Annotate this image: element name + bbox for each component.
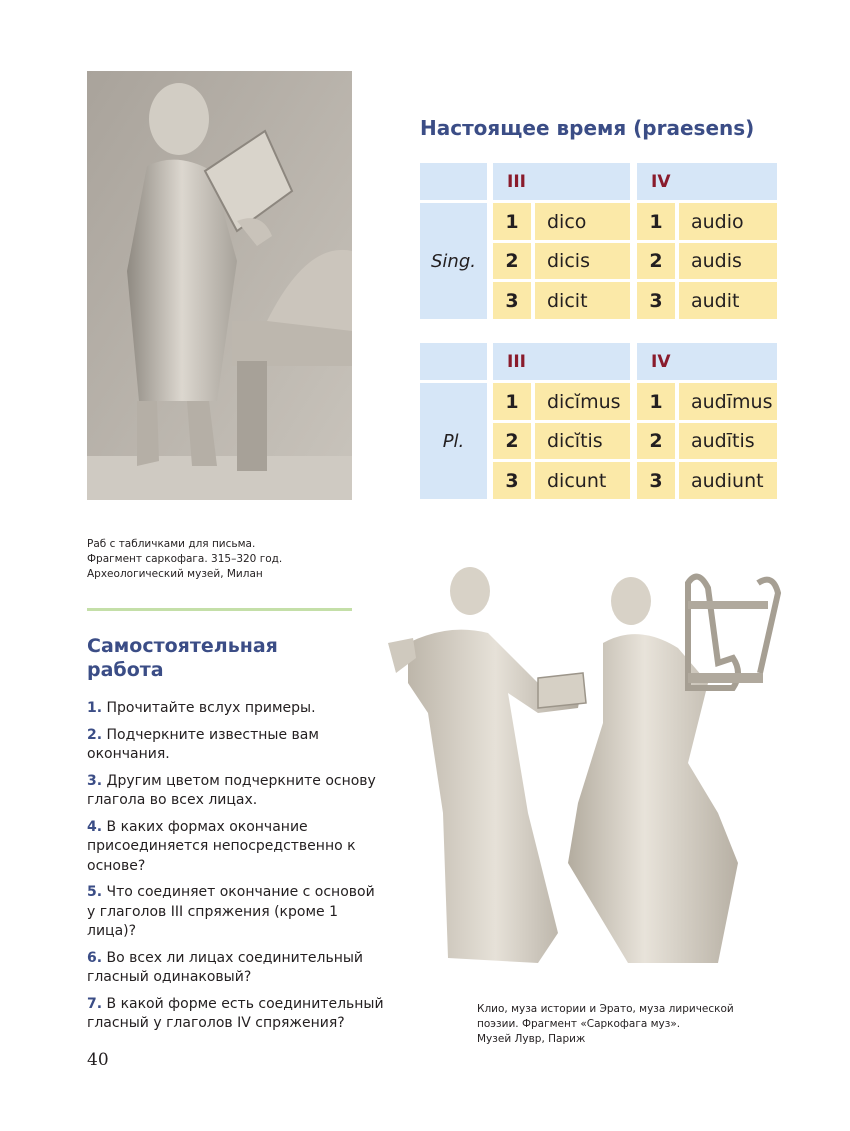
relief-photo-slave	[87, 71, 352, 500]
verb-form: dicĭtis	[535, 423, 630, 459]
task-number: 3.	[87, 772, 103, 789]
person-number: 1	[637, 383, 675, 420]
person-number: 3	[637, 462, 675, 499]
person-number: 2	[493, 423, 531, 459]
person-label: Pl.	[420, 383, 487, 499]
task-text: В каких формах окончание присоединяется непосредственно к основе?	[87, 818, 356, 874]
verb-form: dicĭmus	[535, 383, 630, 420]
task-number: 6.	[87, 949, 103, 966]
task-text: Прочитайте вслух примеры.	[106, 700, 316, 716]
person-number: 2	[493, 243, 531, 279]
caption-line: поэзии. Фрагмент «Саркофага муз».	[477, 1018, 681, 1030]
task-item	[87, 818, 387, 877]
person-number: 1	[493, 203, 531, 240]
task-item	[87, 699, 387, 719]
verb-form: audit	[679, 282, 777, 319]
verb-form: dicis	[535, 243, 630, 279]
caption-line: Музей Лувр, Париж	[477, 1033, 586, 1045]
section-divider	[87, 608, 352, 611]
task-item	[87, 772, 387, 811]
verb-form: audīmus	[679, 383, 777, 420]
task-number: 4.	[87, 818, 103, 835]
verb-form: audis	[679, 243, 777, 279]
task-text: Подчеркните известные вам окончания.	[87, 726, 319, 762]
group-header: III	[493, 163, 630, 200]
group-header: IV	[637, 163, 777, 200]
person-number: 3	[637, 282, 675, 319]
task-item	[87, 883, 387, 942]
task-text: Что соединяет окончание с основой у глаголов III спряжения (кроме 1 лица)?	[87, 884, 375, 939]
person-number: 1	[637, 203, 675, 240]
person-number: 2	[637, 243, 675, 279]
person-number: 3	[493, 282, 531, 319]
group-header: III	[493, 343, 630, 380]
verb-form: audio	[679, 203, 777, 240]
task-text: В какой форме есть соединительный гласный у глаголов IV спряжения?	[87, 995, 384, 1031]
caption-line: Раб с табличками для письма.	[87, 538, 256, 550]
task-item	[87, 949, 387, 988]
task-list	[87, 699, 387, 1041]
task-item	[87, 995, 387, 1034]
praesens-heading: Настоящее время (praesens)	[420, 116, 755, 140]
table-corner	[420, 163, 487, 200]
page-number: 40	[87, 1050, 109, 1070]
task-text: Другим цветом подчеркните основу глагола во всех лицах.	[87, 772, 376, 808]
task-number: 2.	[87, 726, 103, 743]
person-number: 2	[637, 423, 675, 459]
caption-line: Археологический музей, Милан	[87, 568, 263, 580]
person-number: 3	[493, 462, 531, 499]
verb-form: audītis	[679, 423, 777, 459]
task-number: 7.	[87, 995, 103, 1012]
table-corner	[420, 343, 487, 380]
caption-line: Фрагмент саркофага. 315–320 год.	[87, 553, 283, 565]
group-header: IV	[637, 343, 777, 380]
verb-form: dicit	[535, 282, 630, 319]
person-number: 1	[493, 383, 531, 420]
verb-form: dico	[535, 203, 630, 240]
photo2-caption	[477, 1002, 767, 1047]
task-text: Во всех ли лицах соединительный гласный одинаковый?	[87, 949, 363, 985]
verb-form: audiunt	[679, 462, 777, 499]
photo1-caption	[87, 537, 357, 582]
caption-line: Клио, муза истории и Эрато, муза лирической	[477, 1003, 734, 1015]
person-label: Sing.	[420, 203, 487, 319]
muses-sculpture-photo	[388, 563, 788, 983]
task-number: 1.	[87, 700, 103, 716]
independent-work-heading: Самостоятельная работа	[87, 635, 278, 681]
verb-form: dicunt	[535, 462, 630, 499]
task-item	[87, 726, 387, 765]
task-number: 5.	[87, 884, 103, 900]
